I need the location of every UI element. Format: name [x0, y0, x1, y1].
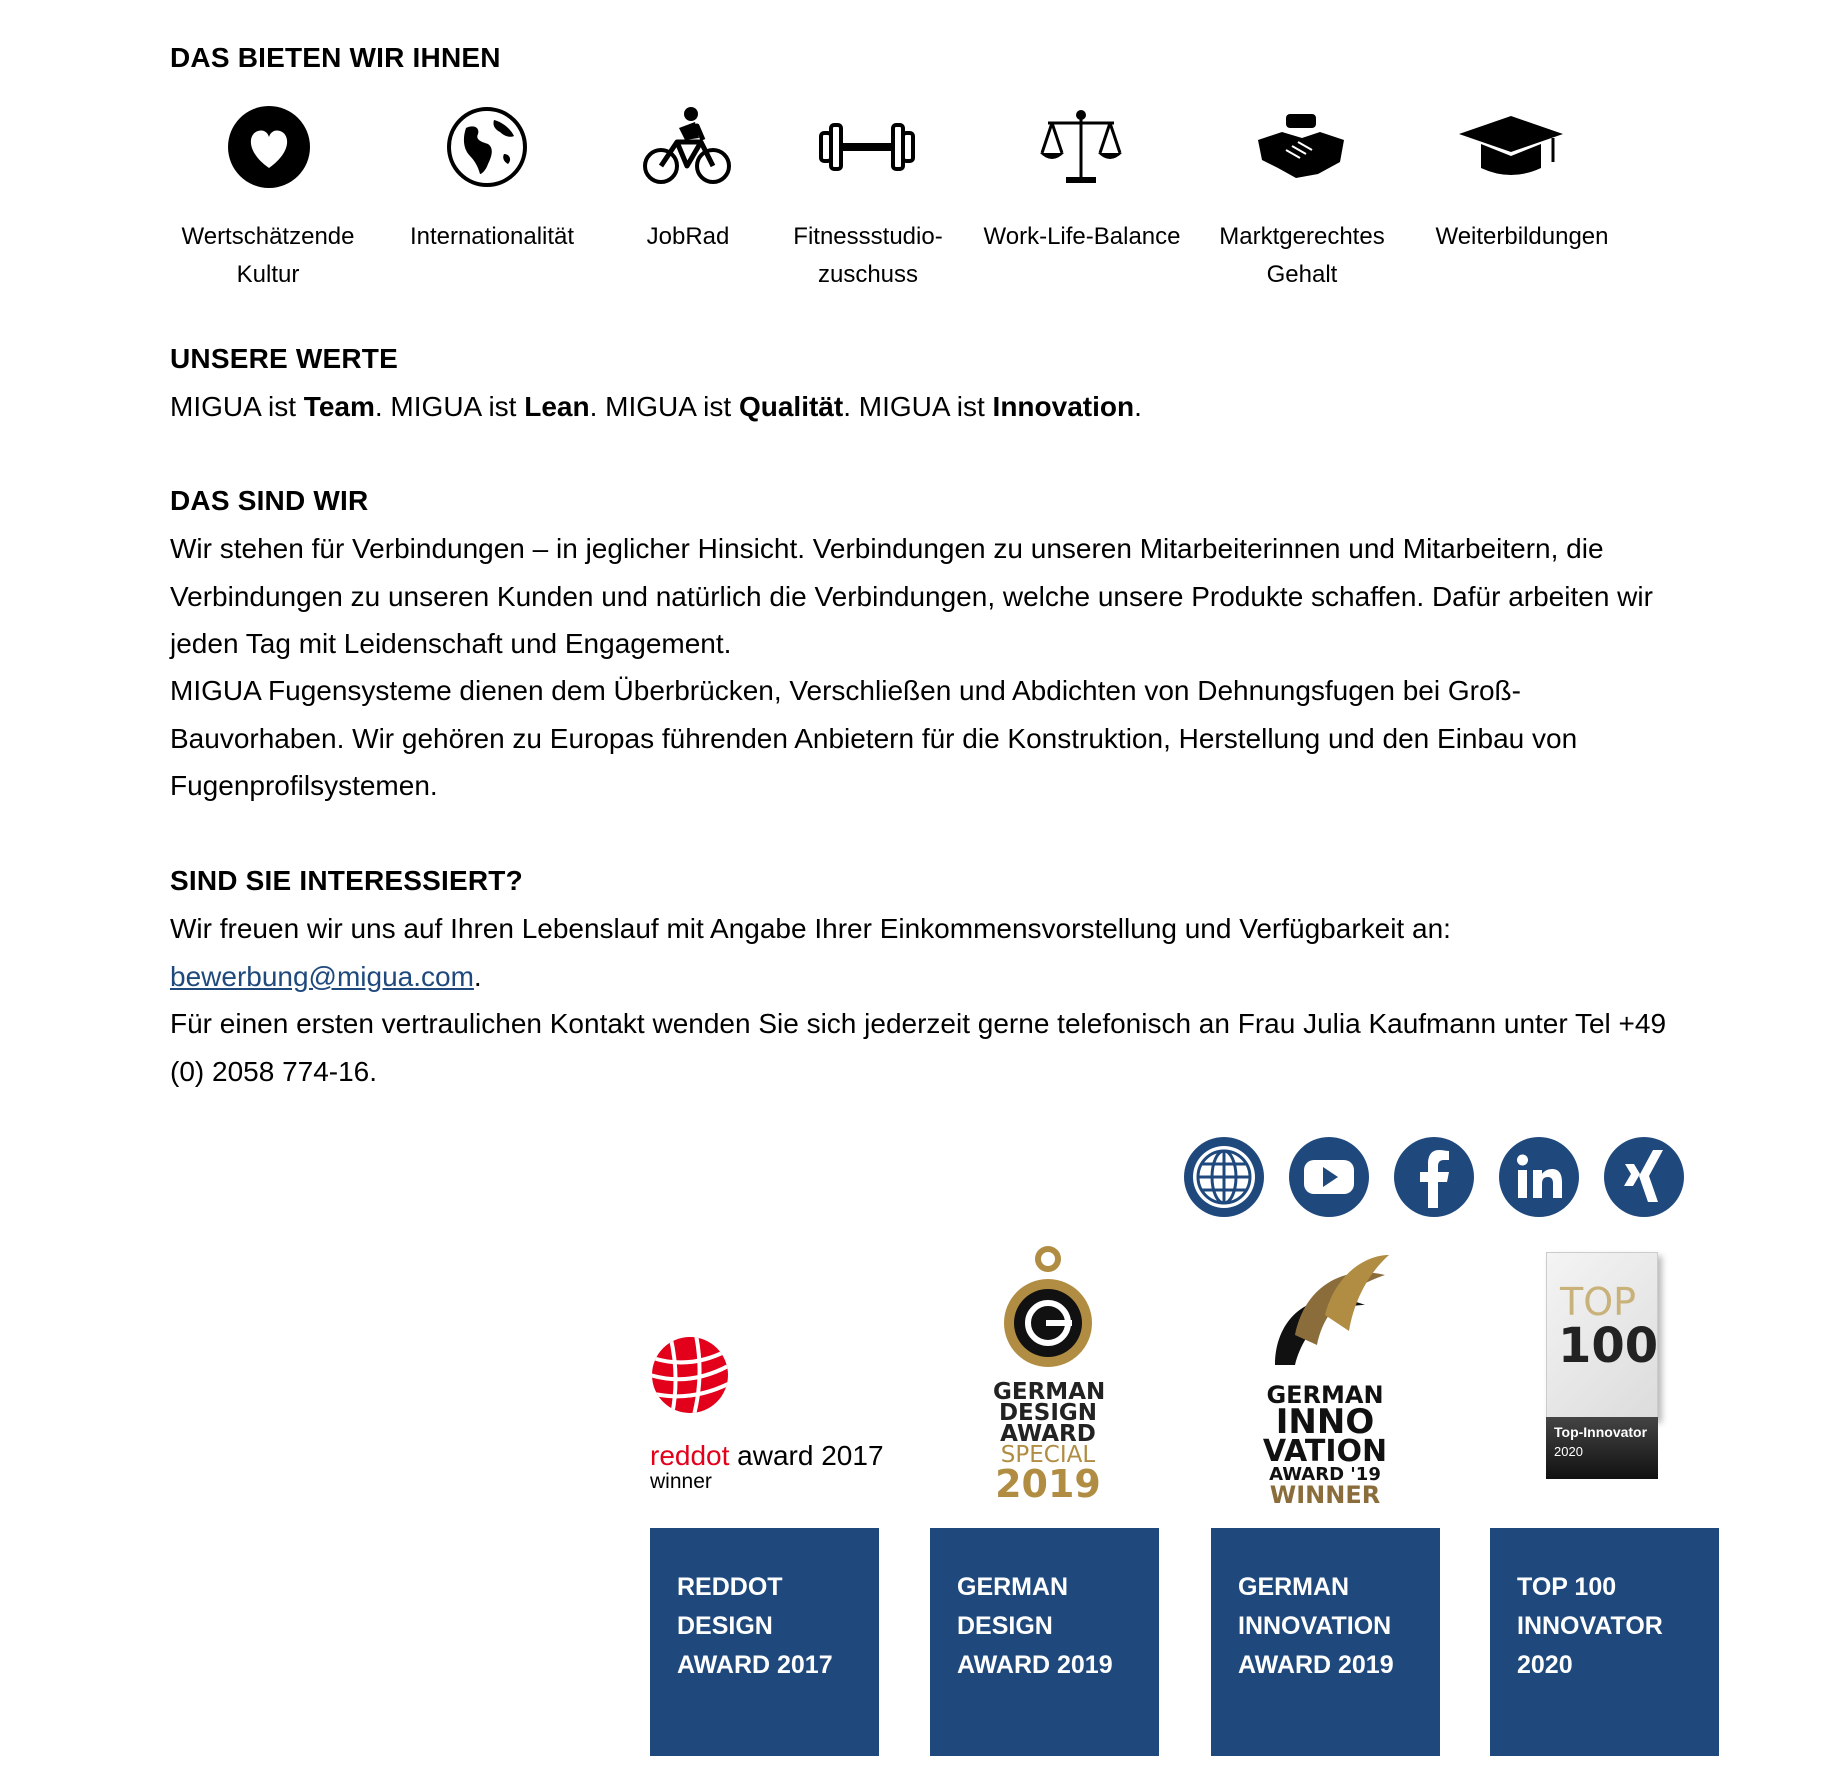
award-box-top100: TOP 100 INNOVATOR 2020 [1490, 1528, 1719, 1756]
heart-icon [214, 92, 324, 202]
gia-line-3: VATION [1262, 1434, 1388, 1469]
scales-icon [1026, 92, 1136, 202]
value-innovation: Innovation [992, 391, 1135, 422]
reddot-red-text: reddot [650, 1440, 730, 1471]
top100-award-logo [1538, 1252, 1668, 1492]
contact-heading: SIND SIE INTERESSIERT? [170, 865, 523, 896]
value-team: Team [303, 391, 375, 422]
award-box-german-innovation: GERMAN INNOVATION AWARD 2019 [1211, 1528, 1440, 1756]
website-globe-icon[interactable] [1183, 1136, 1265, 1218]
reddot-logo-text [650, 1440, 890, 1472]
facebook-icon[interactable] [1393, 1136, 1475, 1218]
benefit-label-international: Internationalität [409, 223, 575, 250]
value-quality: Qualität [738, 391, 844, 422]
gda-line-1: GERMAN [993, 1379, 1106, 1405]
benefit-label-culture: Wertschätzende Kultur [181, 223, 355, 288]
graduation-cap-icon [1456, 92, 1566, 202]
about-paragraph-1: Wir stehen für Verbindungen – in jeglicher Hinsicht. Verbindungen zu unseren Mitarbeiterinnen und Mitarbeitern, die Verbindungen zu unseren Kunden und natürlich die Verbindungen, welche unsere Produkte schaffen. Dafür arbeiten wir jeden Tag mit Leidenschaft und Engagement. [170, 533, 1653, 659]
reddot-sphere-icon [650, 1335, 730, 1415]
value-lean: Lean [524, 391, 590, 422]
email-suffix: . [473, 961, 482, 992]
contact-line-2: Für einen ersten vertraulichen Kontakt wenden Sie sich jederzeit gerne telefonisch an Frau Julia Kaufmann unter Tel +49 (0) 2058 774-16. [170, 1008, 1667, 1087]
gia-line-4: AWARD '19 [1269, 1464, 1381, 1485]
top100-label: Top-Innovator [1554, 1424, 1648, 1440]
german-innovation-award-logo [1250, 1245, 1400, 1509]
values-text: . MIGUA ist [843, 391, 993, 422]
top100-number: 100 [1558, 1318, 1659, 1374]
benefit-label-work-life: Work-Life-Balance [983, 223, 1181, 250]
medal-icon [998, 1245, 1098, 1375]
email-link[interactable]: bewerbung@migua.com [170, 961, 474, 992]
gda-line-2: DESIGN [998, 1400, 1098, 1426]
gia-winner: WINNER [1269, 1481, 1381, 1509]
gda-line-3: AWARD [1000, 1421, 1096, 1447]
youtube-icon[interactable] [1288, 1136, 1370, 1218]
values-heading: UNSERE WERTE [170, 343, 398, 374]
gia-line-1: GERMAN [1266, 1381, 1384, 1409]
top100-year: 2020 [1554, 1444, 1583, 1459]
reddot-award-logo [650, 1335, 890, 1495]
values-text: . MIGUA ist [374, 391, 525, 422]
benefits-heading: DAS BIETEN WIR IHNEN [170, 42, 501, 73]
benefit-label-salary: Marktgerechtes Gehalt [1219, 223, 1385, 288]
bicycle-icon [632, 92, 742, 202]
values-statement [170, 383, 1142, 431]
handshake-icon [1246, 92, 1356, 202]
values-text: . MIGUA ist [589, 391, 739, 422]
xing-icon[interactable] [1603, 1136, 1685, 1218]
reddot-winner-text: winner [650, 1470, 712, 1493]
about-heading: DAS SIND WIR [170, 485, 369, 516]
award-box-reddot: REDDOT DESIGN AWARD 2017 [650, 1528, 879, 1756]
contact-email-line [170, 953, 482, 1001]
reddot-award-text: award 2017 [729, 1440, 884, 1471]
award-box-german-design: GERMAN DESIGN AWARD 2019 [930, 1528, 1159, 1756]
values-text: . [1134, 391, 1142, 422]
linkedin-icon[interactable] [1498, 1136, 1580, 1218]
globe-icon [432, 92, 542, 202]
gia-line-2: INNO [1275, 1402, 1375, 1442]
benefit-label-fitness: Fitnessstudio- zuschuss [793, 223, 943, 288]
about-paragraph-2: MIGUA Fugensysteme dienen dem Überbrücken, Verschließen und Abdichten von Dehnungsfugen bei Groß-Bauvorhaben. Wir gehören zu Europas führenden Anbietern für die Konstruktion, Herstellung und den Einbau von Fugenprofilsystemen. [170, 675, 1578, 801]
values-text: MIGUA ist [170, 391, 304, 422]
contact-line-1: Wir freuen wir uns auf Ihren Lebenslauf mit Angabe Ihrer Einkommensvorstellung und Verfügbarkeit an: [170, 913, 1451, 944]
benefit-label-training: Weiterbildungen [1435, 223, 1609, 250]
german-design-award-logo [993, 1245, 1106, 1506]
top100-top-text: TOP [1560, 1280, 1637, 1324]
gda-line-4: SPECIAL [1000, 1442, 1096, 1468]
gda-year: 2019 [995, 1462, 1101, 1506]
innovation-ribbon-icon [1255, 1245, 1395, 1385]
dumbbell-icon [812, 92, 922, 202]
benefit-label-jobrad: JobRad [646, 223, 730, 250]
